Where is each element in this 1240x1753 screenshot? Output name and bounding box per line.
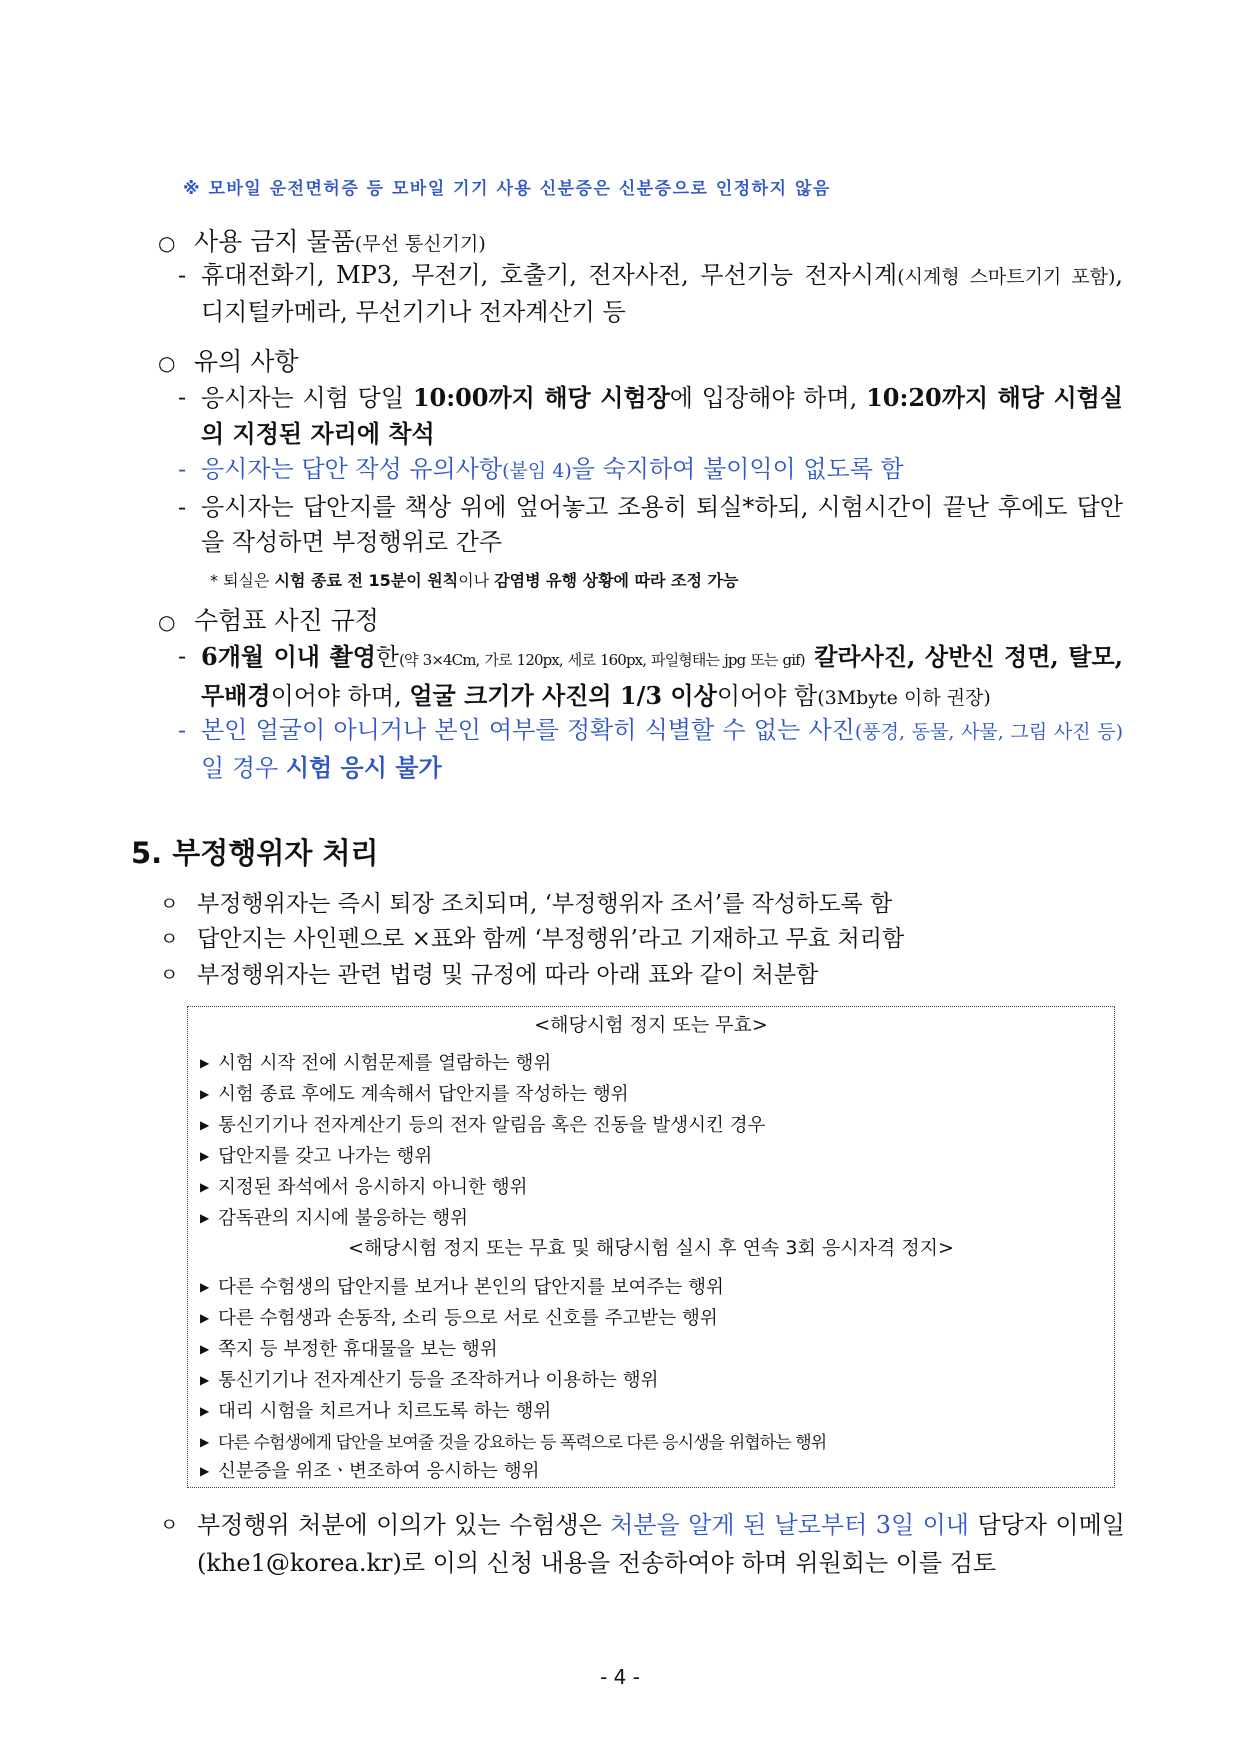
prohibited-title-note: (무선 통신기기) (354, 233, 486, 255)
section5-item-2 (160, 922, 1125, 957)
triangle-bullet-icon: ▶ (200, 1180, 210, 1194)
photo-1-part1: 6개월 이내 촬영 (201, 642, 376, 671)
prohibited-item-part1: 휴대전화기, MP3, 무전기, 호출기, 전자사전, 무선기능 전자시계 (201, 261, 898, 289)
penalty-rule (200, 1142, 432, 1168)
triangle-bullet-icon: ▶ (200, 1373, 210, 1387)
triangle-bullet-icon: ▶ (200, 1149, 210, 1163)
photo-1-part5: 이어야 하며, (270, 682, 410, 710)
mobile-id-notice: ※ 모바일 운전면허증 등 모바일 기기 사용 신분증은 신분증으로 인정하지 않음 (183, 179, 831, 199)
square-bullet-icon: ㅇ (160, 928, 179, 950)
footnote-part4: 감염병 유행 상황에 따라 조정 가능 (494, 571, 739, 590)
triangle-bullet-icon: ▶ (200, 1342, 210, 1356)
penalty-rule (200, 1273, 724, 1299)
penalty-rule-text: 쪽지 등 부정한 휴대물을 보는 행위 (218, 1339, 498, 1360)
photo-1-part3: (약 3×4Cm, 가로 120px, 세로 160px, 파일형태는 jpg 또는 gif) (399, 651, 805, 669)
square-bullet-icon: ㅇ (160, 964, 179, 986)
appeal-part2: 처분을 알게 된 날로부터 3일 이내 (610, 1511, 969, 1539)
triangle-bullet-icon: ▶ (200, 1464, 210, 1478)
appeal-part3: 담당자 이메일(khe1@korea.kr)로 이의 신청 내용을 전송하여야 하며 위원회는 이를 검토 (197, 1511, 1125, 1577)
prohibited-title: 사용 금지 물품 (194, 227, 355, 256)
photo-1-part8: (3Mbyte 이하 권장) (817, 687, 991, 709)
penalty-rule-text: 시험 시작 전에 시험문제를 열람하는 행위 (218, 1053, 552, 1074)
penalty-rule-text: 다른 수험생의 답안지를 보거나 본인의 답안지를 보여주는 행위 (218, 1277, 724, 1298)
penalty-rule-text: 대리 시험을 치르거나 치르도록 하는 행위 (218, 1401, 552, 1422)
triangle-bullet-icon: ▶ (200, 1404, 210, 1418)
precaution-1-part4: 10:20까지 해당 시험실의 지정된 자리에 착석 (201, 383, 1124, 448)
precaution-2-part3: 을 숙지하여 불이익이 없도록 함 (571, 455, 904, 483)
photo-2-part2: (풍경, 동물, 사물, 그림 사진 등) (854, 721, 1123, 743)
photo-2-part1: 본인 얼굴이 아니거나 본인 여부를 정확히 식별할 수 없는 사진 (201, 716, 855, 744)
penalty-group-1-header: <해당시험 정지 또는 무효> (534, 1014, 768, 1036)
precaution-3-text: 응시자는 답안지를 책상 위에 엎어놓고 조용히 퇴실*하되, 시험시간이 끝난 후에도 답안을 작성하면 부정행위로 간주 (201, 493, 1123, 556)
penalty-rule (200, 1397, 551, 1423)
penalty-rule (200, 1173, 527, 1199)
photo-item-1: - 6개월 이내 촬영한(약 3×4Cm, 가로 120px, 세로 160px, 파일형태는 jpg 또는 gif) 칼라사진, 상반신 정면, 탈모, 무배경이어야 하며, 얼굴 크기가 사진의 1/3 이상이어야 함(3Mbyte 이하 권장) (178, 642, 1124, 710)
photo-title: 수험표 사진 규정 (194, 606, 379, 635)
penalty-rule (200, 1111, 765, 1137)
appeal-item (160, 1506, 1125, 1582)
photo-heading (158, 601, 379, 637)
penalty-rule-text: 지정된 좌석에서 응시하지 아니한 행위 (218, 1177, 528, 1198)
penalty-rule-text: 다른 수험생에게 답안을 보여줄 것을 강요하는 등 폭력으로 다른 응시생을 위협하는 행위 (218, 1433, 827, 1453)
penalty-group-2-header: <해당시험 정지 또는 무효 및 해당시험 실시 후 연속 3회 응시자격 정지> (348, 1237, 954, 1259)
section5-item-2-text: 답안지는 사인펜으로 ×표와 함께 ‘부정행위’라고 기재하고 무효 처리함 (197, 926, 905, 952)
triangle-bullet-icon: ▶ (200, 1280, 210, 1294)
section5-item-1 (160, 887, 1125, 922)
penalty-rule (200, 1049, 551, 1075)
penalty-rule (200, 1204, 468, 1230)
precaution-item-2: - 응시자는 답안 작성 유의사항(붙임 4)을 숙지하여 불이익이 없도록 함 (178, 455, 904, 483)
precaution-1-part2: 10:00까지 해당 시험장 (412, 383, 670, 412)
penalty-table (187, 1006, 1115, 1488)
penalty-rule-text: 시험 종료 후에도 계속해서 답안지를 작성하는 행위 (218, 1084, 629, 1105)
triangle-bullet-icon: ▶ (200, 1211, 210, 1225)
square-bullet-icon: ㅇ (160, 893, 179, 915)
precaution-item-3: - 응시자는 답안지를 책상 위에 엎어놓고 조용히 퇴실*하되, 시험시간이 끝난 후에도 답안을 작성하면 부정행위로 간주 (178, 490, 1123, 560)
penalty-rule (200, 1457, 539, 1483)
penalty-rule (200, 1304, 718, 1330)
circle-bullet-icon: ○ (158, 351, 176, 375)
penalty-rule (200, 1335, 498, 1361)
exit-footnote (210, 568, 738, 591)
penalty-rule (200, 1080, 629, 1106)
precaution-2-part2: (붙임 4) (502, 460, 572, 482)
penalty-rule-text: 다른 수험생과 손동작, 소리 등으로 서로 신호를 주고받는 행위 (218, 1308, 718, 1329)
photo-1-part2: 한 (375, 643, 400, 671)
photo-item-2: - 본인 얼굴이 아니거나 본인 여부를 정확히 식별할 수 없는 사진(풍경, 동물, 사물, 그림 사진 등)일 경우 시험 응시 불가 (178, 716, 1123, 782)
triangle-bullet-icon: ▶ (200, 1311, 210, 1325)
appeal-part1: 부정행위 처분에 이의가 있는 수험생은 (197, 1511, 611, 1539)
triangle-bullet-icon: ▶ (200, 1087, 210, 1101)
square-bullet-icon: ㅇ (160, 1514, 179, 1536)
circle-bullet-icon: ○ (158, 610, 176, 634)
precautions-heading (158, 342, 299, 378)
triangle-bullet-icon: ▶ (200, 1056, 210, 1070)
prohibited-item-part2: (시계형 스마트기기 포함) (897, 266, 1116, 288)
section5-item-3 (160, 958, 1125, 993)
prohibited-heading (158, 222, 486, 258)
photo-2-part4: 시험 응시 불가 (285, 753, 442, 782)
photo-2-part3: 일 경우 (201, 754, 286, 782)
footnote-part3: 이나 (458, 571, 495, 590)
photo-1-part6: 얼굴 크기가 사진의 1/3 이상 (409, 681, 717, 710)
section-5-title: 5. 부정행위자 처리 (131, 836, 379, 870)
precaution-item-1: - 응시자는 시험 당일 10:00까지 해당 시험장에 입장해야 하며, 10:20까지 해당 시험실의 지정된 자리에 착석 (178, 383, 1124, 448)
penalty-rule-text: 답안지를 갖고 나가는 행위 (218, 1146, 433, 1167)
precautions-title: 유의 사항 (194, 347, 299, 376)
precaution-1-part1: 응시자는 시험 당일 (201, 384, 413, 412)
triangle-bullet-icon: ▶ (200, 1435, 209, 1449)
footnote-part1: * 퇴실은 (210, 571, 275, 590)
precaution-1-part3: 에 입장해야 하며, (669, 384, 867, 412)
prohibited-item-part3: , 디지털카메라, 무선기기나 전자계산기 등 (201, 261, 1123, 326)
penalty-rule-text: 감독관의 지시에 불응하는 행위 (218, 1208, 468, 1229)
penalty-rule (200, 1428, 826, 1453)
footnote-part2: 시험 종료 전 15분이 원칙 (274, 571, 459, 590)
photo-1-part7: 이어야 함 (716, 682, 818, 710)
precaution-2-part1: 응시자는 답안 작성 유의사항 (201, 455, 503, 483)
prohibited-item: - 휴대전화기, MP3, 무전기, 호출기, 전자사전, 무선기능 전자시계(시계형 스마트기기 포함), 디지털카메라, 무선기기나 전자계산기 등 (178, 261, 1123, 326)
penalty-rule-text: 통신기기나 전자계산기 등의 전자 알림음 혹은 진동을 발생시킨 경우 (218, 1115, 766, 1136)
section5-item-1-text: 부정행위자는 즉시 퇴장 조치되며, ‘부정행위자 조서’를 작성하도록 함 (197, 891, 893, 917)
section5-item-3-text: 부정행위자는 관련 법령 및 규정에 따라 아래 표와 같이 처분함 (197, 962, 819, 988)
photo-1-part4: 칼라사진, 상반신 정면, 탈모, 무배경 (201, 642, 1124, 710)
penalty-rule-text: 신분증을 위조ㆍ변조하여 응시하는 행위 (218, 1461, 540, 1482)
penalty-rule (200, 1366, 658, 1392)
triangle-bullet-icon: ▶ (200, 1118, 210, 1132)
penalty-rule-text: 통신기기나 전자계산기 등을 조작하거나 이용하는 행위 (218, 1370, 659, 1391)
page-number: - 4 - (600, 1665, 640, 1689)
circle-bullet-icon: ○ (158, 231, 176, 255)
